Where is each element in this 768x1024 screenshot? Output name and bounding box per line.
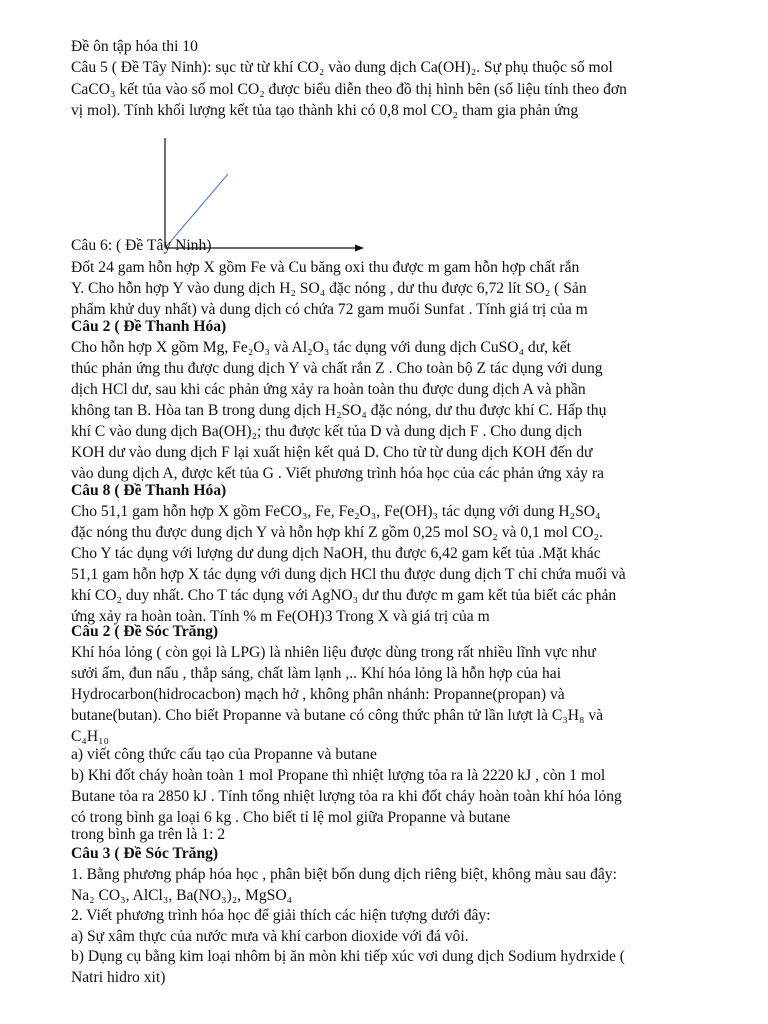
q2-soctrang-heading: Câu 2 ( Đề Sóc Trăng) xyxy=(71,623,219,640)
q2-soctrang-line-9: có trong bình ga loại 6 kg . Cho biết tỉ lệ mol giữa Propanne và butane xyxy=(71,809,511,826)
q8-line-5: khí CO₂ duy nhất. Cho T tác dụng với AgNO₃ dư thu được m gam kết tủa biết các phản xyxy=(71,587,617,604)
q2-soctrang-line-6: a) viết công thức cấu tạo của Propanne và butane xyxy=(71,746,377,763)
q2-thanhhoa-heading: Câu 2 ( Đề Thanh Hóa) xyxy=(71,318,227,335)
q8-heading: Câu 8 ( Đề Thanh Hóa) xyxy=(71,482,227,499)
q2-thanhhoa-line-4: không tan B. Hòa tan B trong dung dịch H₂SO₄ đặc nóng, dư thu được khí C. Hấp thụ xyxy=(71,402,607,419)
q2-thanhhoa-line-1: Cho hỗn hợp X gồm Mg, Fe₂O₃ và Al₂O₃ tác dụng với dung dịch CuSO₄ dư, kết xyxy=(71,339,571,356)
q2-soctrang-line-3: Hydrocarbon(hidrocacbon) mạch hở , không phân nhánh: Propanne(propan) và xyxy=(71,686,565,703)
q8-line-1: Cho 51,1 gam hỗn hợp X gồm FeCO₃, Fe, Fe₂O₃, Fe(OH)₃ tác dụng với dung H₂SO₄ xyxy=(71,503,601,520)
q6-line-3: phẩm khử duy nhất) và dung dịch có chứa 72 gam muối Sunfat . Tính giá trị của m xyxy=(71,301,588,318)
q3-heading: Câu 3 ( Đề Sóc Trăng) xyxy=(71,845,219,862)
q5-line-1: Câu 5 ( Đề Tây Ninh): sục từ từ khí CO₂ vào dung dịch Ca(OH)₂. Sự phụ thuộc số mol xyxy=(71,59,613,76)
q2-thanhhoa-line-7: vào dung dịch A, được kết tủa G . Viết phương trình hóa học của các phản ứng xảy ra xyxy=(71,465,604,482)
q2-soctrang-line-10: trong bình ga trên là 1: 2 xyxy=(71,826,226,843)
q2-soctrang-line-4: butane(butan). Cho biết Propanne và butane có công thức phân tử lần lượt là C₃H₈ và xyxy=(71,707,604,724)
q3-line-3: 2. Viết phương trình hóa học để giải thích các hiện tượng dưới đây: xyxy=(71,907,491,924)
q2-thanhhoa-line-3: dịch HCl dư, sau khi các phản ứng xảy ra hoàn toàn thu được dung dịch A và phần xyxy=(71,381,586,398)
q6-line-2: Y. Cho hỗn hợp Y vào dung dịch H₂ SO₄ đặc nóng , dư thu được 6,72 lít SO₂ ( Sản xyxy=(71,280,587,297)
q5-line-2: CaCO₃ kết tủa vào số mol CO₂ được biểu diễn theo đồ thị hình bên (số liệu tính theo đơn xyxy=(71,81,627,98)
doc-title: Đề ôn tập hóa thi 10 xyxy=(71,38,198,55)
q3-line-2: Na₂ CO₃, AlCl₃, Ba(NO₃)₂, MgSO₄ xyxy=(71,887,293,904)
q2-soctrang-line-7: b) Khi đốt cháy hoàn toàn 1 mol Propane thì nhiệt lượng tỏa ra là 2220 kJ , còn 1 mol xyxy=(71,767,606,784)
q2-soctrang-line-8: Butane tỏa ra 2850 kJ . Tính tổng nhiệt lượng tỏa ra khi đốt cháy hoàn toàn khí hóa lỏng xyxy=(71,788,622,805)
q3-line-4: a) Sự xâm thực của nước mưa và khí carbon dioxide với đá vôi. xyxy=(71,928,469,945)
q2-thanhhoa-line-2: thúc phản ứng thu được dung dịch Y và chất rắn Z . Cho toàn bộ Z tác dụng với dung xyxy=(71,360,603,377)
q2-thanhhoa-line-5: khí C vào dung dịch Ba(OH)₂; thu được kết tủa D và dung dịch F . Cho dung dịch xyxy=(71,423,583,440)
q2-soctrang-line-5: C₄H₁₀ xyxy=(71,728,109,745)
q8-line-2: đặc nóng thu được dung dịch Y và hỗn hợp khí Z gồm 0,25 mol SO₂ và 0,1 mol CO₂. xyxy=(71,524,603,541)
q2-soctrang-line-2: sưởi ấm, đun nấu , thắp sáng, chất làm lạnh ,.. Khí hóa lỏng là hỗn hợp của hai xyxy=(71,665,562,682)
q2-soctrang-line-1: Khí hóa lỏng ( còn gọi là LPG) là nhiên liệu được dùng trong rất nhiều lĩnh vực như xyxy=(71,644,596,661)
q5-line-3: vị mol). Tính khối lượng kết tủa tạo thành khi có 0,8 mol CO₂ tham gia phản ứng xyxy=(71,102,579,119)
q8-line-4: 51,1 gam hỗn hợp X tác dụng với dung dịch HCl thu được dung dịch T chỉ chứa muối và xyxy=(71,566,626,583)
q6-heading: Câu 6: ( Đề Tây Ninh) xyxy=(71,237,212,254)
q8-line-6: ứng xảy ra hoàn toàn. Tính % m Fe(OH)3 Trong X và giá trị của m xyxy=(71,608,490,625)
q3-line-1: 1. Bằng phương pháp hóa học , phân biệt bốn dung dịch riêng biệt, không màu sau đây: xyxy=(71,866,617,883)
q6-line-1: Đốt 24 gam hỗn hợp X gồm Fe và Cu băng oxi thu được m gam hỗn hợp chất rắn xyxy=(71,259,580,276)
q3-line-6: Natri hidro xit) xyxy=(71,969,166,986)
q2-thanhhoa-line-6: KOH dư vào dung dịch F lại xuất hiện kết quả D. Cho từ từ dung dịch KOH đến dư xyxy=(71,444,593,461)
x-axis-arrow-icon xyxy=(355,245,364,252)
q8-line-3: Cho Y tác dụng với lượng dư dung dịch NaOH, thu được 6,42 gam kết tủa .Mặt khác xyxy=(71,545,601,562)
q3-line-5: b) Dụng cụ bằng kim loại nhôm bị ăn mòn khi tiếp xúc vơi dung dịch Sodium hydrxide ( xyxy=(71,948,625,965)
